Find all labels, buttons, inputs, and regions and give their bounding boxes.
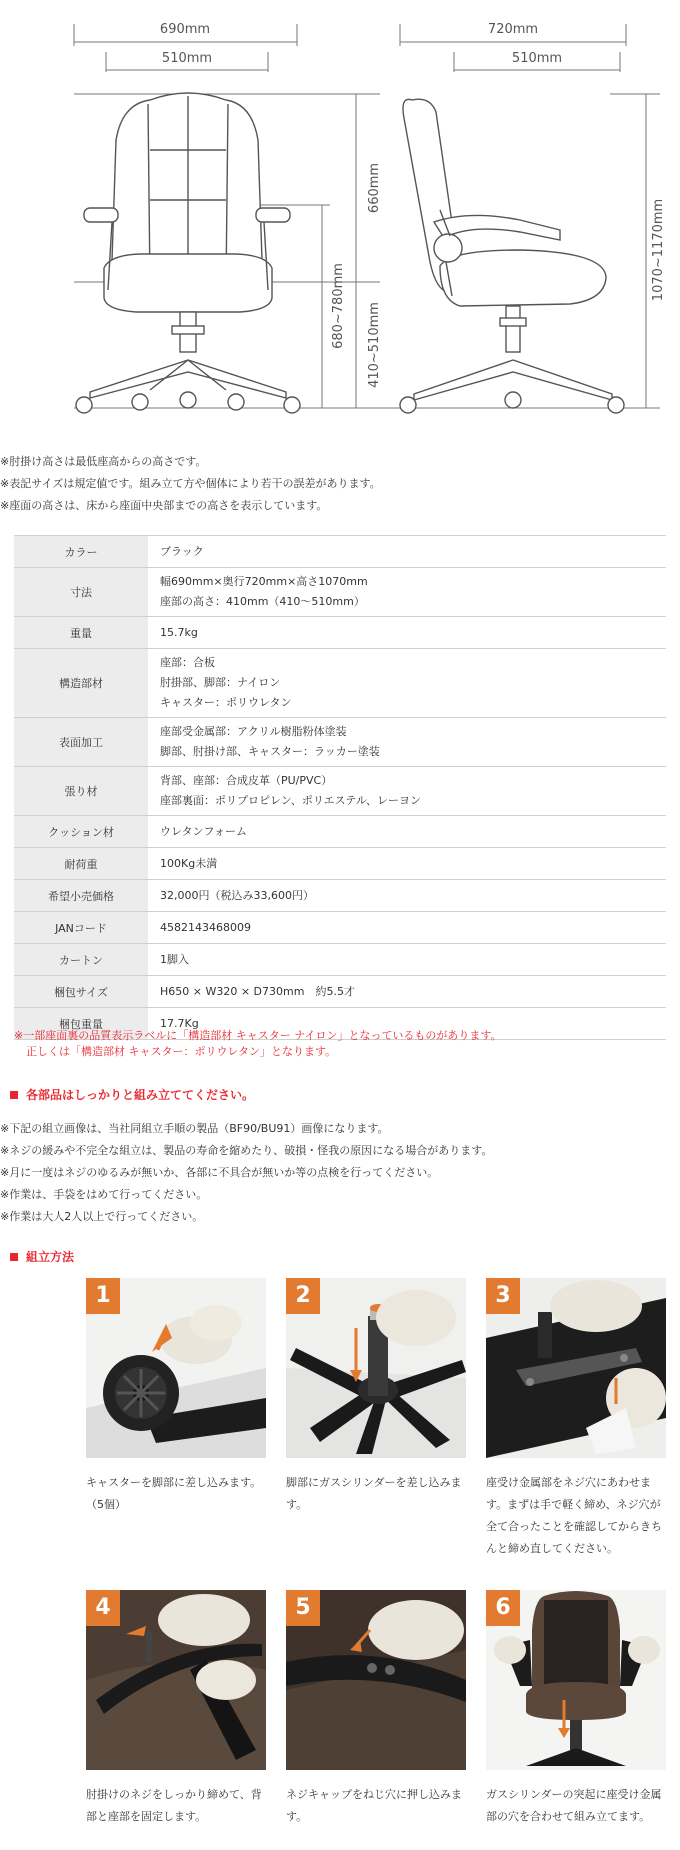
step-description: 脚部にガスシリンダーを差し込みます。 — [286, 1476, 462, 1511]
step-description: ネジキャップをねじ穴に押し込みます。 — [286, 1788, 462, 1823]
spec-key: 梱包重量 — [14, 1008, 148, 1040]
step-number: 1 — [86, 1278, 120, 1314]
step-photo-assembled-chair — [486, 1590, 666, 1770]
notice-line: ※作業は大人2人以上で行ってください。 — [0, 1210, 204, 1223]
spec-value: ウレタンフォーム — [148, 816, 666, 848]
step-photo-armrest-screw — [86, 1590, 266, 1770]
step-number: 3 — [486, 1278, 520, 1314]
note-line: ※座面の高さは、床から座面中央部までの高さを表示しています。 — [0, 499, 328, 512]
spec-key: 構造部材 — [14, 649, 148, 718]
side-depth-outer: 720mm — [487, 22, 539, 37]
assembly-step-6 — [486, 1590, 666, 1828]
spec-key: JANコード — [14, 912, 148, 944]
back-height-label: 660mm — [367, 162, 382, 214]
spec-row — [14, 568, 666, 617]
side-chair-illustration — [400, 99, 624, 413]
spec-key: 耐荷重 — [14, 848, 148, 880]
square-bullet-icon — [10, 1091, 18, 1099]
spec-row — [14, 816, 666, 848]
note-line: ※表記サイズは規定値です。組み立て方や個体により若干の誤差があります。 — [0, 477, 381, 490]
spec-value: 1脚入 — [148, 944, 666, 976]
spec-key: 重量 — [14, 617, 148, 649]
notice-line: ※ネジの緩みや不完全な組立は、製品の寿命を縮めたり、破損・怪我の原因になる場合があります。 — [0, 1144, 493, 1157]
spec-value: ブラック — [148, 536, 666, 568]
spec-row — [14, 848, 666, 880]
spec-value: 17.7Kg — [148, 1008, 666, 1040]
spec-row — [14, 944, 666, 976]
step-photo-gas-cylinder — [286, 1278, 466, 1458]
notice-line: ※月に一度はネジのゆるみが無いか、各部に不具合が無いか等の点検を行ってください。 — [0, 1166, 439, 1179]
label-correction-warning: ※一部座面裏の品質表示ラベルに「構造部材 キャスター ナイロン」となっているものがあります。 正しくは「構造部材 キャスター：ポリウレタン」となります。 — [14, 1029, 502, 1058]
spec-key: カラー — [14, 536, 148, 568]
spec-value: 幅690mm×奥行720mm×高さ1070mm 座部の高さ：410mm（410～510mm） — [148, 568, 666, 617]
notice-line: ※作業は、手袋をはめて行ってください。 — [0, 1188, 208, 1201]
spec-row — [14, 649, 666, 718]
spec-key: 表面加工 — [14, 718, 148, 767]
arm-height-label: 680~780mm — [331, 263, 346, 349]
spec-key: 張り材 — [14, 767, 148, 816]
spec-row — [14, 912, 666, 944]
spec-value: 背部、座部：合成皮革（PU/PVC） 座部裏面：ポリプロピレン、ポリエステル、レーヨン — [148, 767, 666, 816]
assembly-step-3 — [486, 1278, 666, 1560]
side-depth-inner: 510mm — [511, 51, 563, 66]
spec-row — [14, 617, 666, 649]
spec-value: H650 × W320 × D730mm 約5.5才 — [148, 976, 666, 1008]
spec-value: 15.7kg — [148, 617, 666, 649]
assembly-notice-heading: 各部品はしっかりと組み立ててください。 — [10, 1086, 254, 1103]
step-number: 2 — [286, 1278, 320, 1314]
step-description: キャスターを脚部に差し込みます。（5個） — [86, 1476, 262, 1511]
spec-value: 4582143468009 — [148, 912, 666, 944]
step-photo-screw-cap — [286, 1590, 466, 1770]
spec-row — [14, 536, 666, 568]
front-chair-illustration — [76, 93, 300, 413]
spec-key: カートン — [14, 944, 148, 976]
spec-value: 座部受金属部：アクリル樹脂粉体塗装 脚部、肘掛け部、キャスター：ラッカー塗装 — [148, 718, 666, 767]
step-number: 5 — [286, 1590, 320, 1626]
step-description: 座受け金属部をネジ穴にあわせます。まずは手で軽く締め、ネジ穴が全て合ったことを確認してからきちんと締め直してください。 — [486, 1476, 662, 1555]
note-line: ※肘掛け高さは最低座高からの高さです。 — [0, 455, 207, 468]
spec-row — [14, 880, 666, 912]
spec-value: 100Kg未満 — [148, 848, 666, 880]
spec-key: クッション材 — [14, 816, 148, 848]
step-description: ガスシリンダーの突起に座受け金属部の穴を合わせて組み立てます。 — [486, 1788, 662, 1823]
spec-value: 32,000円（税込み33,600円） — [148, 880, 666, 912]
seat-height-label: 410~510mm — [367, 302, 382, 388]
size-notes — [0, 455, 680, 521]
spec-key: 梱包サイズ — [14, 976, 148, 1008]
assembly-step-4 — [86, 1590, 266, 1828]
step-number: 4 — [86, 1590, 120, 1626]
front-width-outer: 690mm — [159, 22, 211, 37]
assembly-step-2 — [286, 1278, 466, 1516]
step-photo-caster — [86, 1278, 266, 1458]
spec-table — [14, 535, 666, 1040]
assembly-notice-lines — [0, 1122, 680, 1232]
spec-row — [14, 976, 666, 1008]
assembly-method-heading: 組立方法 — [10, 1248, 74, 1265]
step-description: 肘掛けのネジをしっかり締めて、背部と座部を固定します。 — [86, 1788, 262, 1823]
spec-value: 座部：合板 肘掛部、脚部：ナイロン キャスター：ポリウレタン — [148, 649, 666, 718]
square-bullet-icon — [10, 1253, 18, 1261]
spec-row — [14, 767, 666, 816]
total-height-label: 1070~1170mm — [651, 198, 666, 302]
assembly-step-5 — [286, 1590, 466, 1828]
step-number: 6 — [486, 1590, 520, 1626]
spec-key: 寸法 — [14, 568, 148, 617]
spec-key: 希望小売価格 — [14, 880, 148, 912]
spec-row — [14, 718, 666, 767]
step-photo-seat-bracket — [486, 1278, 666, 1458]
assembly-step-1 — [86, 1278, 266, 1516]
notice-line: ※下記の組立画像は、当社同組立手順の製品（BF90/BU91）画像になります。 — [0, 1122, 389, 1135]
front-width-inner: 510mm — [161, 51, 213, 66]
dimension-drawing — [0, 0, 680, 450]
